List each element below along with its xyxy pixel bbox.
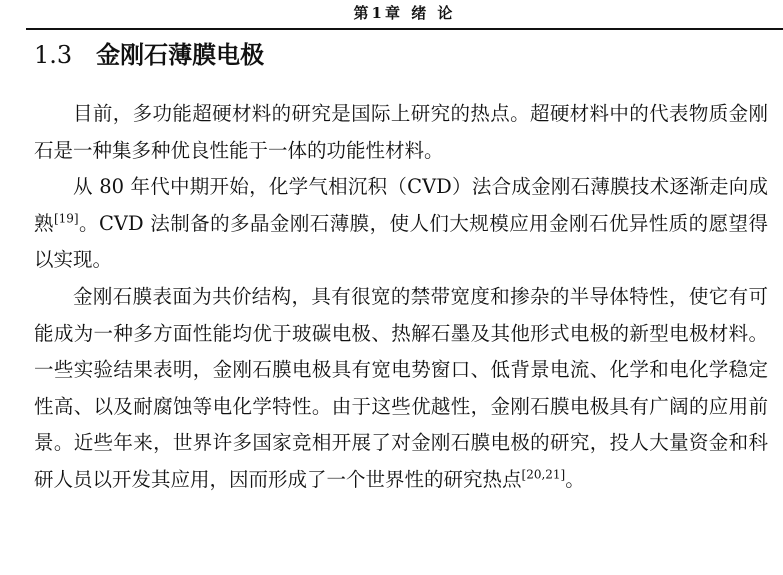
paragraph-text: 从 80 年代中期开始，化学气相沉积（CVD）法合成金刚石薄膜技术逐渐走向成熟	[34, 175, 768, 235]
paragraph-text: 。CVD 法制备的多晶金刚石薄膜，使人们大规模应用金刚石优异性质的愿望得以实现。	[34, 211, 768, 272]
citation-marker: [20,21]	[521, 467, 566, 482]
paragraph-text: 目前，多功能超硬材料的研究是国际上研究的热点。超硬材料中的代表物质金刚石是一种集多种优良性能于一体的功能性材料。	[34, 102, 768, 162]
citation-marker: [19]	[53, 211, 79, 226]
running-header: 第1章 绪 论	[353, 4, 456, 22]
paragraph-3	[34, 279, 768, 499]
paragraph-text: 。	[565, 467, 585, 491]
section-number: 1.3	[34, 41, 73, 69]
paragraph-1	[34, 96, 768, 169]
section-title: 金刚石薄膜电极	[96, 40, 265, 69]
body-text	[34, 96, 768, 499]
header-rule	[26, 28, 783, 30]
paragraph-text: 金刚石膜表面为共价结构，具有很宽的禁带宽度和掺杂的半导体特性，使它有可能成为一种多方面性能均优于玻碳电极、热解石墨及其他形式电极的新型电极材料。一些实验结果表明，金刚石膜电极具有宽电势窗口、低背景电流、化学和电化学稳定性高、以及耐腐蚀等电化学特性。由于这些优越性，金刚石膜电极具有广阔的应用前景。近些年来，世界许多国家竞相开展了对金刚石膜电极的研究，投人大量资金和科研人员以开发其应用，因而形成了一个世界性的研究热点	[34, 284, 768, 491]
section-heading	[34, 40, 264, 70]
paragraph-2	[34, 169, 768, 279]
